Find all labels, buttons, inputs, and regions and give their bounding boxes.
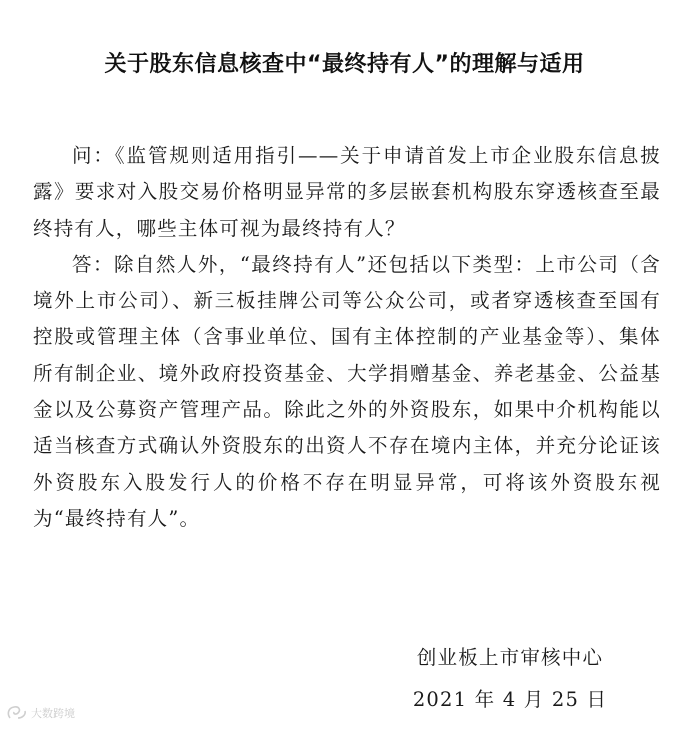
document-body — [33, 138, 661, 537]
watermark — [6, 704, 75, 722]
document-title: 关于股东信息核查中“最终持有人”的理解与适用 — [104, 52, 585, 77]
question-label: 问： — [72, 144, 115, 167]
question-text: 《监管规则适用指引——关于申请首发上市企业股东信息披露》要求对入股交易价格明显异常的多层嵌套机构股东穿透核查至最终持有人，哪些主体可视为最终持有人？ — [33, 144, 661, 240]
brand-logo-icon — [6, 704, 28, 722]
answer-paragraph — [33, 247, 661, 537]
signature-date: 2021 年 4 月 25 日 — [412, 688, 608, 711]
signature-organization: 创业板上市审核中心 — [416, 646, 604, 669]
watermark-text: 大数跨境 — [31, 707, 75, 720]
answer-label: 答： — [72, 252, 114, 276]
question-paragraph — [33, 138, 661, 247]
answer-text: 除自然人外，“最终持有人”还包括以下类型：上市公司（含境外上市公司）、新三板挂牌公司等公众公司，或者穿透核查至国有控股或管理主体（含事业单位、国有主体控制的产业基金等）、集体所有制企业、境外政府投资基金、大学捐赠基金、养老基金、公益基金以及公募资产管理产品。除此之外的外资股东，如果中介机构能以适当核查方式确认外资股东的出资人不存在境内主体，并充分论证该外资股东入股发行人的价格不存在明显异常，可将该外资股东视为“最终持有人”。 — [33, 252, 662, 530]
